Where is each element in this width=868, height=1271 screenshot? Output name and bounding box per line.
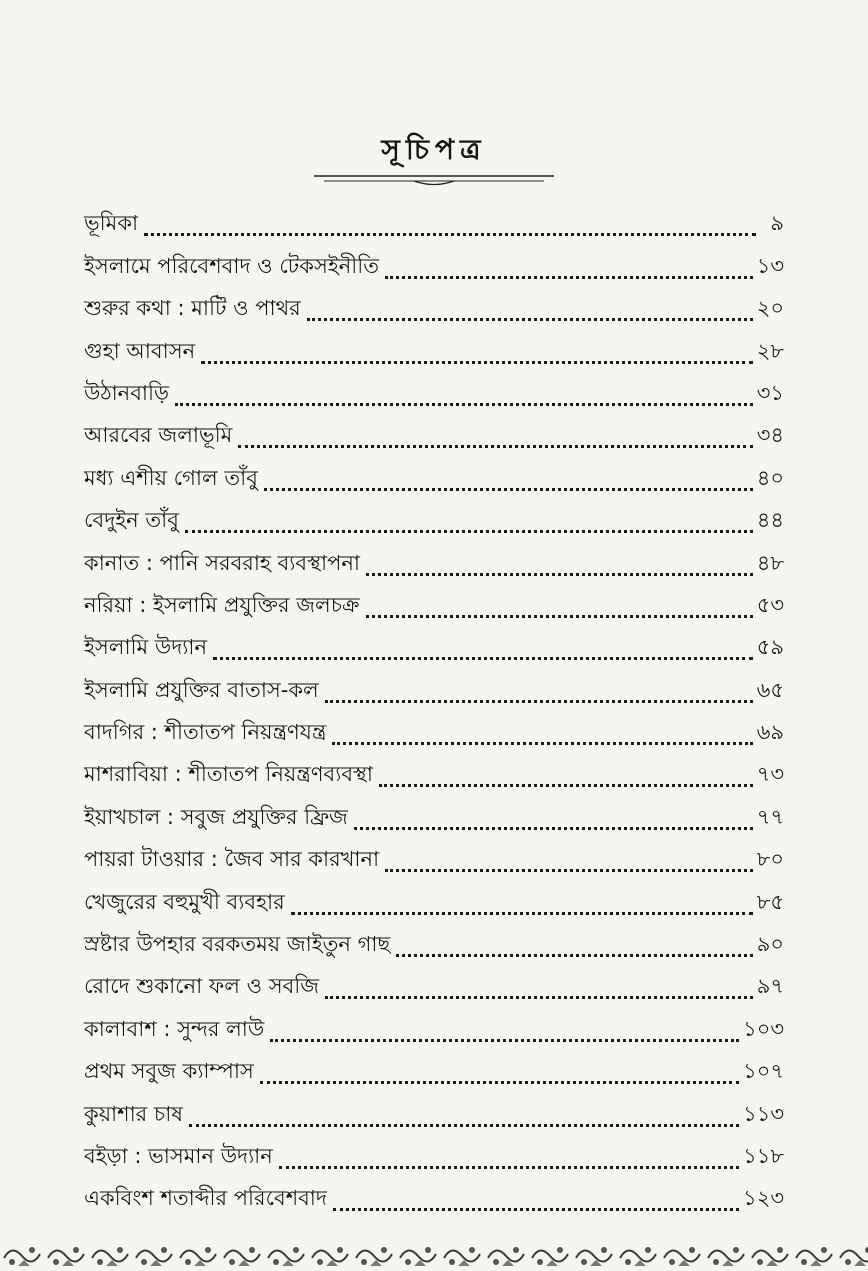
dot-leader: [270, 1039, 739, 1042]
dot-leader: [279, 1166, 739, 1169]
toc-entry: [84, 200, 784, 242]
toc-entry-page: ১৩: [756, 253, 784, 278]
toc-entry: [84, 878, 784, 920]
toc-entry-title: স্রষ্টার উপহার বরকতময় জাইতুন গাছ: [84, 932, 391, 957]
toc-entry: [84, 1048, 784, 1090]
toc-entry-page: ১০৭: [743, 1059, 784, 1084]
toc-entry-page: ৭৭: [756, 804, 784, 829]
toc-entry: [84, 1090, 784, 1132]
table-of-contents: [84, 200, 784, 1217]
toc-entry-title: একবিংশ শতাব্দীর পরিবেশবাদ: [84, 1186, 327, 1211]
toc-entry: [84, 921, 784, 963]
toc-entry: [84, 285, 784, 327]
toc-entry-page: ৪০: [756, 465, 784, 490]
toc-entry: [84, 624, 784, 666]
dot-leader: [385, 276, 753, 279]
dot-leader: [238, 445, 752, 448]
toc-entry-title: ইয়াখচাল : সবুজ প্রযুক্তির ফ্রিজ: [84, 804, 348, 829]
toc-entry-title: ইসলামে পরিবেশবাদ ও টেকসইনীতি: [84, 253, 380, 278]
toc-entry-title: প্রথম সবুজ ক্যাম্পাস: [84, 1059, 254, 1084]
toc-entry-title: বইড়া : ভাসমান উদ্যান: [84, 1143, 273, 1168]
dot-leader: [366, 573, 753, 576]
toc-entry-title: উঠানবাড়ি: [84, 380, 169, 405]
title-ornament-rule: [314, 172, 554, 188]
toc-entry-page: ১১৩: [743, 1101, 784, 1126]
toc-entry: [84, 497, 784, 539]
toc-entry-page: ৯৭: [756, 974, 784, 999]
dot-leader: [213, 657, 753, 660]
toc-entry: [84, 836, 784, 878]
dot-leader: [144, 233, 756, 236]
toc-entry-page: ১০৩: [743, 1016, 784, 1041]
dot-leader: [264, 488, 753, 491]
dot-leader: [175, 403, 753, 406]
toc-entry: [84, 412, 784, 454]
toc-entry-page: ৩১: [756, 380, 784, 405]
dot-leader: [260, 1081, 739, 1084]
toc-entry-page: ৯: [770, 211, 784, 236]
toc-entry-page: ১২৩: [743, 1186, 784, 1211]
toc-entry: [84, 539, 784, 581]
toc-entry-page: ৮০: [756, 847, 784, 872]
toc-entry-title: কালাবাশ : সুন্দর লাউ: [84, 1016, 265, 1041]
toc-entry-title: পায়রা টাওয়ার : জৈব সার কারখানা: [84, 847, 380, 872]
dot-leader: [354, 827, 753, 830]
toc-entry: [84, 666, 784, 708]
toc-entry-title: বাদগির : শীতাতপ নিয়ন্ত্রণযন্ত্র: [84, 720, 327, 745]
dot-leader: [385, 869, 753, 872]
toc-entry-title: মধ্য এশীয় গোল তাঁবু: [84, 465, 258, 490]
toc-entry: [84, 370, 784, 412]
toc-entry-page: ৩৪: [756, 423, 784, 448]
toc-entry: [84, 242, 784, 284]
dot-leader: [201, 361, 753, 364]
toc-entry: [84, 751, 784, 793]
toc-entry-page: ১১৮: [743, 1143, 784, 1168]
toc-entry-title: ইসলামি প্রযুক্তির বাতাস-কল: [84, 677, 319, 702]
page-title: সূচিপত্র: [381, 133, 487, 166]
toc-entry: [84, 327, 784, 369]
toc-entry: [84, 1175, 784, 1217]
toc-entry-title: খেজুরের বহুমুখী ব্যবহার: [84, 889, 285, 914]
toc-entry-page: ৬৫: [756, 677, 784, 702]
toc-entry-page: ৫৩: [756, 592, 784, 617]
toc-entry-page: ৭৩: [756, 762, 784, 787]
dot-leader: [185, 530, 753, 533]
dot-leader: [307, 318, 753, 321]
toc-entry: [84, 963, 784, 1005]
toc-entry-title: মাশরাবিয়া : শীতাতপ নিয়ন্ত্রণব্যবস্থা: [84, 762, 374, 787]
toc-entry: [84, 582, 784, 624]
dot-leader: [325, 996, 753, 999]
toc-entry-title: কুয়াশার চাষ: [84, 1101, 183, 1126]
toc-entry-title: বেদুইন তাঁবু: [84, 508, 179, 533]
toc-entry: [84, 454, 784, 496]
toc-entry-page: ৬৯: [756, 720, 784, 745]
toc-entry-page: ৮৫: [756, 889, 784, 914]
toc-entry: [84, 709, 784, 751]
dot-leader: [325, 700, 753, 703]
toc-entry-page: ৯০: [756, 932, 784, 957]
toc-entry-title: ইসলামি উদ্যান: [84, 635, 207, 660]
dot-leader: [189, 1124, 739, 1127]
toc-entry-title: নরিয়া : ইসলামি প্রযুক্তির জলচক্র: [84, 592, 360, 617]
toc-entry-page: ৪৪: [756, 508, 784, 533]
dot-leader: [379, 784, 753, 787]
toc-entry-page: ২৮: [756, 338, 784, 363]
dot-leader: [366, 615, 753, 618]
toc-entry-title: আরবের জলাভূমি: [84, 423, 233, 448]
toc-entry-page: ৪৮: [756, 550, 784, 575]
toc-entry-title: গুহা আবাসন: [84, 338, 196, 363]
toc-entry: [84, 793, 784, 835]
toc-entry-title: কানাত : পানি সরবরাহ ব্যবস্থাপনা: [84, 550, 360, 575]
dot-leader: [332, 742, 752, 745]
toc-entry-title: রোদে শুকানো ফল ও সবজি: [84, 974, 320, 999]
toc-entry-title: শুরুর কথা : মাটি ও পাথর: [84, 296, 301, 321]
dot-leader: [291, 912, 753, 915]
decorative-border: [0, 1238, 868, 1271]
toc-entry-title: ভূমিকা: [84, 211, 139, 236]
toc-entry: [84, 1005, 784, 1047]
toc-entry: [84, 1133, 784, 1175]
toc-entry-page: ২০: [756, 296, 784, 321]
title-block: [0, 130, 868, 188]
dot-leader: [333, 1208, 739, 1211]
dot-leader: [396, 954, 753, 957]
toc-entry-page: ৫৯: [756, 635, 784, 660]
